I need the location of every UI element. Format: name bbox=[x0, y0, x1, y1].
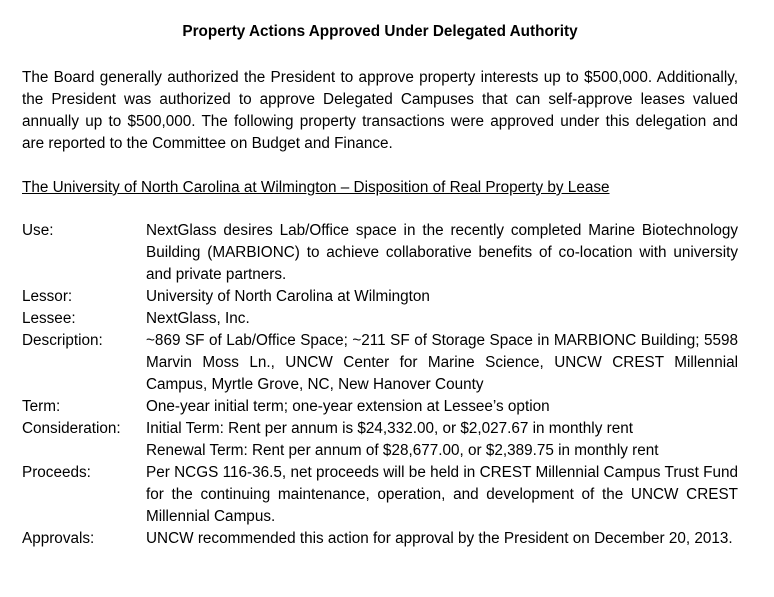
row-value-line: Renewal Term: Rent per annum of $28,677.00, or $2,389.75 in monthly rent bbox=[146, 442, 659, 459]
row-term bbox=[22, 396, 738, 418]
document-page bbox=[22, 20, 738, 550]
row-value bbox=[146, 220, 738, 286]
row-proceeds bbox=[22, 462, 738, 528]
lease-details bbox=[22, 220, 738, 550]
row-label: Approvals: bbox=[22, 530, 95, 547]
row-value bbox=[146, 396, 738, 418]
row-lessee bbox=[22, 308, 738, 330]
row-label: Lessor: bbox=[22, 288, 73, 305]
row-label: Term: bbox=[22, 398, 61, 415]
row-value bbox=[146, 418, 738, 462]
row-use bbox=[22, 220, 738, 286]
row-value-line: Initial Term: Rent per annum is $24,332.00, or $2,027.67 in monthly rent bbox=[146, 420, 633, 437]
row-label: Lessee: bbox=[22, 310, 76, 327]
row-value-line: One-year initial term; one-year extension at Lessee’s option bbox=[146, 398, 550, 415]
row-approvals bbox=[22, 528, 738, 550]
row-value-line: ~869 SF of Lab/Office Space; ~211 SF of Storage Space in MARBIONC Building; 5598 Marvin Moss Ln., UNCW Center for Marine Science, UNCW CREST Millennial Campus, Myrtle Grove, NC, New Hanover County bbox=[146, 332, 738, 393]
row-label: Description: bbox=[22, 332, 103, 349]
row-label: Use: bbox=[22, 222, 54, 239]
row-value bbox=[146, 286, 738, 308]
row-value bbox=[146, 308, 738, 330]
row-label: Proceeds: bbox=[22, 464, 91, 481]
row-description bbox=[22, 330, 738, 396]
row-value-line: Per NCGS 116-36.5, net proceeds will be held in CREST Millennial Campus Trust Fund for the continuing maintenance, operation, and development of the UNCW CREST Millennial Campus. bbox=[146, 464, 738, 525]
intro-paragraph: The Board generally authorized the President to approve property interests up to $500,000. Additionally, the President was authorized to approve Delegated Campuses that can self-approve leases valued annually up to $500,000. The following property transactions were approved under this delegation and are reported to the Committee on Budget and Finance. bbox=[22, 69, 738, 152]
row-value-line: NextGlass, Inc. bbox=[146, 310, 250, 327]
row-value-line: University of North Carolina at Wilmington bbox=[146, 288, 430, 305]
row-value bbox=[146, 528, 738, 550]
row-value-line: NextGlass desires Lab/Office space in the recently completed Marine Biotechnology Building (MARBIONC) to achieve collaborative benefits of co-location with university and private partners. bbox=[146, 222, 738, 283]
row-value-line: UNCW recommended this action for approval by the President on December 20, 2013. bbox=[146, 530, 733, 547]
row-value bbox=[146, 330, 738, 396]
row-lessor bbox=[22, 286, 738, 308]
section-heading: The University of North Carolina at Wilmington – Disposition of Real Property by Lease bbox=[22, 179, 610, 196]
row-label: Consideration: bbox=[22, 420, 121, 437]
row-consideration bbox=[22, 418, 738, 462]
page-title: Property Actions Approved Under Delegated Authority bbox=[182, 23, 578, 40]
row-value bbox=[146, 462, 738, 528]
